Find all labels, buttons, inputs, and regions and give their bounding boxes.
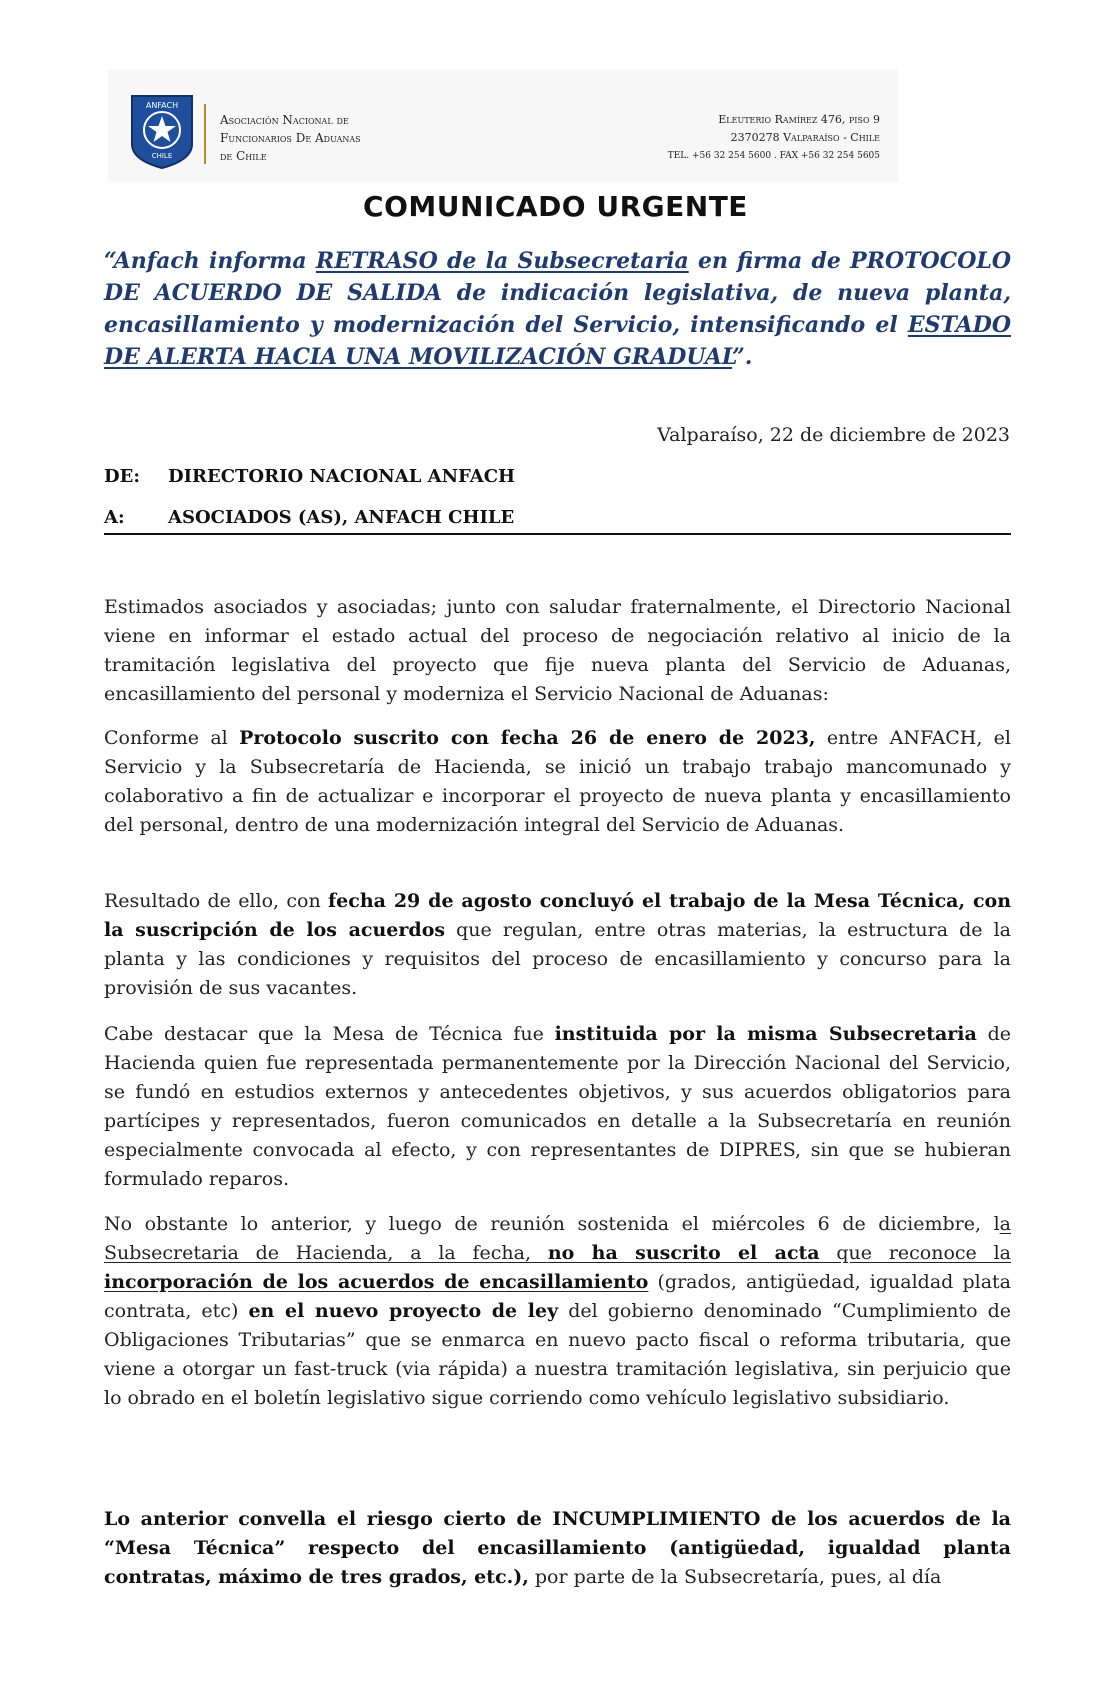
- p2-text-1: Conforme al: [104, 727, 240, 749]
- p5-text-1: No obstante lo anterior, y luego de reunión sostenida el miércoles 6 de diciembre, l: [104, 1213, 1000, 1235]
- document-date: Valparaíso, 22 de diciembre de 2023: [657, 424, 1010, 446]
- organization-address: [580, 111, 880, 165]
- p6-bold-1: Lo anterior convella el riesgo cierto de INCUMPLIMIENTO de los acuerdos de la “Mesa Técnica” respecto del encasillamiento (antigüedad, igualdad planta contratas, máximo de tres grados, etc.),: [104, 1508, 1011, 1588]
- headline: [104, 245, 1011, 373]
- organization-name: [220, 111, 460, 165]
- p5-text-3: del gobierno denominado “Cumplimiento de Obligaciones Tributarias” que se enmarca en nuevo pacto fiscal o reforma tributaria, que viene a otorgar un fast-truck (via rápida) a nuestra tramitación legislativa, sin perjuicio que lo obrado en el boletín legislativo sigue corriendo como vehículo legislativo subsidiario.: [104, 1300, 1011, 1409]
- headline-underlined-1: RETRASO de la Subsecretaria: [315, 248, 689, 274]
- paragraph-6: [104, 1505, 1011, 1592]
- p3-text-1: Resultado de ello, con: [104, 890, 328, 912]
- header-rule: [104, 533, 1011, 535]
- headline-part-3: ”.: [732, 344, 753, 370]
- org-line-1: Asociación Nacional de: [220, 113, 349, 127]
- p4-text-1: Cabe destacar que la Mesa de Técnica fue: [104, 1023, 555, 1045]
- from-value: DIRECTORIO NACIONAL ANFACH: [168, 466, 516, 487]
- headline-underlined-2: ESTADO DE ALERTA HACIA UNA MOVILIZACIÓN GRADUAL: [104, 312, 1011, 370]
- letterhead-divider: [204, 104, 206, 164]
- p2-text-2: entre ANFACH, el Servicio y la Subsecretaría de Hacienda, se inició un trabajo trabajo mancomunado y colaborativo a fin de actualizar e incorporar el proyecto de nueva planta y encasillamiento del personal, dentro de una modernización integral del Servicio de Aduanas.: [104, 727, 1011, 836]
- p6-text-1: por parte de la Subsecretaría, pues, al día: [528, 1566, 942, 1588]
- headline-part-1: “Anfach informa: [104, 248, 316, 274]
- p5-bold-underlined-1: no ha suscrito el acta: [547, 1242, 820, 1264]
- from-line: [104, 466, 515, 487]
- to-label: A:: [104, 507, 125, 528]
- address-line-2: 2370278 Valparaíso - Chile: [730, 131, 880, 144]
- from-label: DE:: [104, 466, 140, 487]
- org-line-3: de Chile: [220, 149, 267, 163]
- paragraph-1: Estimados asociados y asociadas; junto con saludar fraternalmente, el Directorio Nacional viene en informar el estado actual del proceso de negociación relativo al inicio de la tramitación legislativa del proyecto que fije nueva planta del Servicio de Aduanas, encasillamiento del personal y moderniza el Servicio Nacional de Aduanas:: [104, 596, 1011, 705]
- page-title: COMUNICADO URGENTE: [363, 190, 748, 223]
- paragraph-5: [104, 1210, 1011, 1413]
- p5-underlined-1: a Subsecretaria de Hacienda, a la fecha,: [104, 1213, 1011, 1264]
- p4-text-2: de Hacienda quien fue representada permanentemente por la Dirección Nacional del Servicio, se fundó en estudios externos y antecedentes objetivos, y sus acuerdos obligatorios para partícipes y representados, fueron comunicados en detalle a la Subsecretaría en reunión especialmente convocada al efecto, y con representantes de DIPRES, sin que se hubieran formulado reparos.: [104, 1023, 1011, 1190]
- p3-text-2: que regulan, entre otras materias, la estructura de la planta y las condiciones y requisitos del proceso de encasillamiento y concurso para la provisión de sus vacantes.: [104, 919, 1011, 999]
- to-value: ASOCIADOS (AS), ANFACH CHILE: [168, 507, 515, 528]
- p4-bold-1: instituida por la misma Subsecretaria: [554, 1023, 977, 1045]
- paragraph-2: [104, 724, 1011, 840]
- p3-bold-1: fecha 29 de agosto concluyó el trabajo de la Mesa Técnica, con la suscripción de los acuerdos: [104, 890, 1012, 941]
- to-line: [104, 507, 514, 528]
- headline-part-2: en firma de PROTOCOLO DE ACUERDO DE SALIDA de indicación legislativa, de nueva planta, encasillamiento y modernización del Servicio, intensificando el: [104, 248, 1011, 338]
- letterhead: [108, 70, 898, 182]
- p5-text-2: (grados, antigüedad, igualdad plata contrata, etc): [104, 1271, 1012, 1322]
- p2-bold-1: Protocolo suscrito con fecha 26 de enero de 2023,: [239, 727, 816, 749]
- address-line-3: TEL. +56 32 254 5600 . FAX +56 32 254 5605: [667, 151, 880, 161]
- p5-bold-1: en el nuevo proyecto de ley: [248, 1300, 559, 1322]
- paragraph-3: [104, 887, 1011, 1003]
- address-line-1: Eleuterio Ramírez 476, piso 9: [718, 113, 880, 126]
- logo-top-text: ANFACH: [145, 101, 179, 110]
- paragraph-4: [104, 1020, 1011, 1194]
- anfach-logo: [130, 94, 194, 170]
- logo-bottom-text: CHILE: [151, 152, 173, 160]
- p5-bold-underlined-2: incorporación de los acuerdos de encasillamiento: [104, 1271, 649, 1293]
- p5-underlined-2: que reconoce la: [819, 1242, 1011, 1264]
- org-line-2: Funcionarios De Aduanas: [220, 131, 361, 145]
